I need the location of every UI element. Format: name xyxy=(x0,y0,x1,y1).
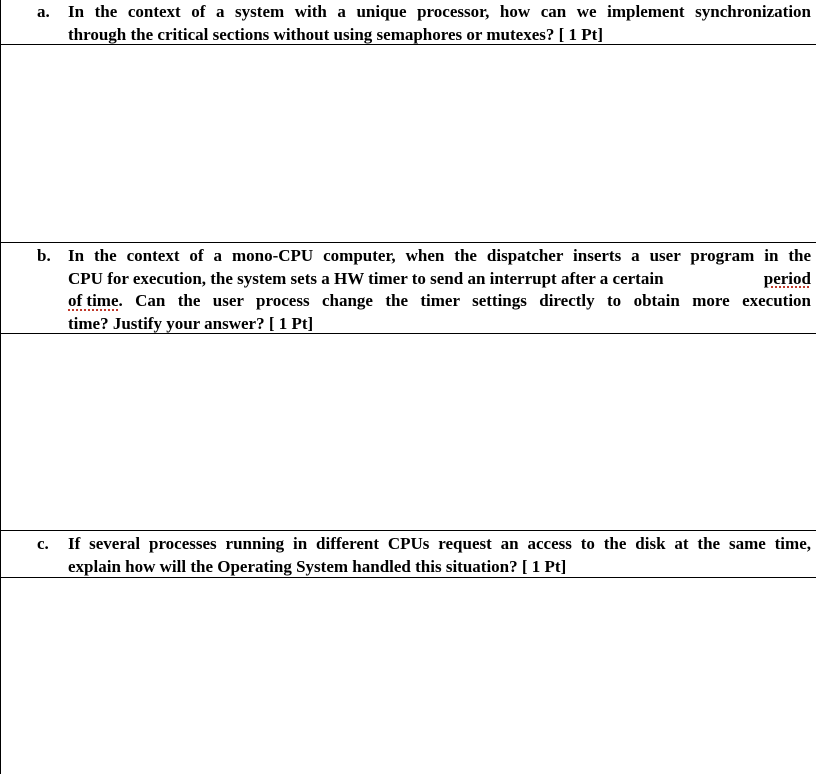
question-a-text xyxy=(68,1,811,46)
question-b-line-3 xyxy=(68,290,811,313)
question-c-line-1: If several processes running in different CPUs request an access to the disk at the same time, xyxy=(68,534,811,553)
question-c xyxy=(0,533,816,577)
answer-space-c[interactable] xyxy=(1,578,816,774)
question-a xyxy=(0,1,816,45)
question-b-letter: b. xyxy=(37,246,51,265)
question-b xyxy=(0,245,816,333)
question-c-line-2: explain how will the Operating System handled this situation? [ 1 Pt] xyxy=(68,556,567,576)
question-a-letter: a. xyxy=(37,2,50,21)
question-c-text xyxy=(68,533,811,578)
question-b-text xyxy=(68,245,811,335)
question-c-letter: c. xyxy=(37,534,49,553)
answer-space-b[interactable] xyxy=(1,334,816,530)
question-b-spellcheck-period: period xyxy=(763,268,811,288)
question-b-line-4: time? Justify your answer? [ 1 Pt] xyxy=(68,313,314,333)
question-b-spellcheck-of-time: of time xyxy=(68,291,119,310)
question-b-line-1: In the context of a mono-CPU computer, when the dispatcher inserts a user program in the xyxy=(68,246,811,265)
question-b-line-2 xyxy=(68,268,811,291)
question-a-line-2: through the critical sections without using semaphores or mutexes? [ 1 Pt] xyxy=(68,24,604,44)
question-b-line-2-text: CPU for execution, the system sets a HW timer to send an interrupt after a certain xyxy=(68,268,664,288)
answer-a-divider xyxy=(0,242,816,243)
question-a-line-1: In the context of a system with a unique processor, how can we implement synchronization xyxy=(68,2,811,21)
answer-space-a[interactable] xyxy=(1,45,816,242)
question-b-line-3-text: . Can the user process change the timer settings directly to obtain more execution xyxy=(118,291,811,310)
answer-b-divider xyxy=(0,530,816,531)
